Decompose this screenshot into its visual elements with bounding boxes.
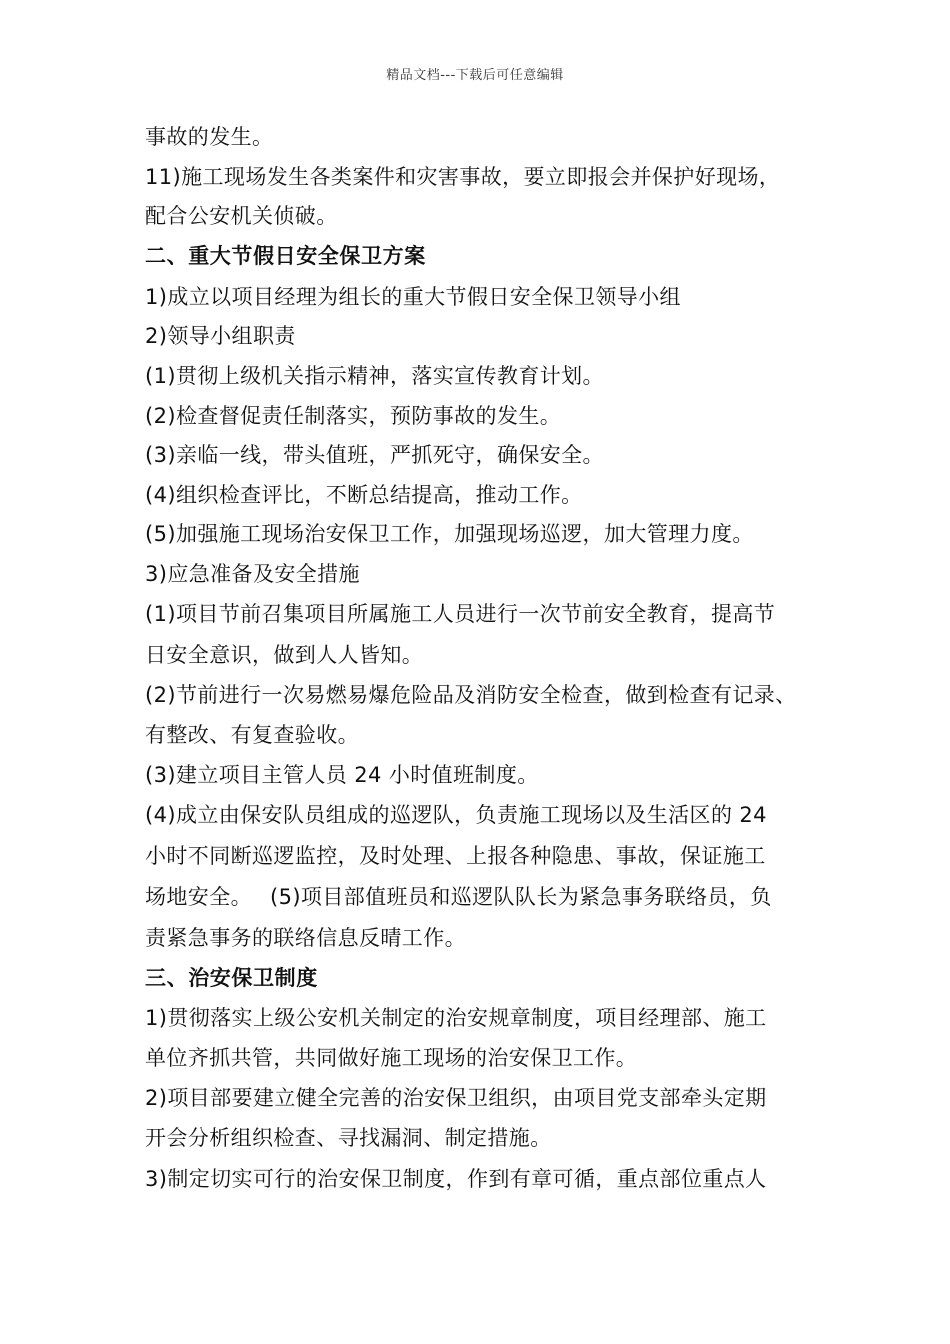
section-heading: 三、治安保卫制度 xyxy=(145,966,318,990)
body-line: (2)节前进行一次易燃易爆危险品及消防安全检查，做到检查有记录、 xyxy=(145,683,797,707)
body-line: 有整改、有复查验收。 xyxy=(145,723,359,747)
body-line: (1)项目节前召集项目所属施工人员进行一次节前安全教育，提高节 xyxy=(145,602,776,626)
body-line: (5)加强施工现场治安保卫工作，加强现场巡逻，加大管理力度。 xyxy=(145,522,754,546)
body-line: (4)组织检查评比，不断总结提高，推动工作。 xyxy=(145,483,583,507)
body-line: (2)检查督促责任制落实，预防事故的发生。 xyxy=(145,404,562,428)
body-line: 3)应急准备及安全措施 xyxy=(145,562,360,586)
section-heading: 二、重大节假日安全保卫方案 xyxy=(145,244,426,268)
body-line: (1)贯彻上级机关指示精神，落实宣传教育计划。 xyxy=(145,364,604,388)
body-line: 2)领导小组职责 xyxy=(145,324,296,348)
body-line: 责紧急事务的联络信息反晴工作。 xyxy=(145,926,466,950)
body-line: 单位齐抓共管，共同做好施工现场的治安保卫工作。 xyxy=(145,1046,638,1070)
body-line: 场地安全。 (5)项目部值班员和巡逻队队长为紧急事务联络员，负 xyxy=(145,885,772,909)
body-line: (3)亲临一线，带头值班，严抓死守，确保安全。 xyxy=(145,443,604,467)
body-line: (4)成立由保安队员组成的巡逻队，负责施工现场以及生活区的 24 xyxy=(145,803,767,827)
body-line: 开会分析组织检查、寻找漏洞、制定措施。 xyxy=(145,1126,552,1150)
body-line: 配合公安机关侦破。 xyxy=(145,204,338,228)
body-line: 1)贯彻落实上级公安机关制定的治安规章制度，项目经理部、施工 xyxy=(145,1006,767,1030)
body-line: 2)项目部要建立健全完善的治安保卫组织，由项目党支部牵头定期 xyxy=(145,1086,767,1110)
body-line: (3)建立项目主管人员 24 小时值班制度。 xyxy=(145,763,539,787)
body-line: 3)制定切实可行的治安保卫制度，作到有章可循，重点部位重点人 xyxy=(145,1167,767,1191)
body-line: 小时不同断巡逻监控，及时处理、上报各种隐患、事故，保证施工 xyxy=(145,844,766,868)
body-line: 1)成立以项目经理为组长的重大节假日安全保卫领导小组 xyxy=(145,285,681,309)
page-header: 精品文档---下载后可任意编辑 xyxy=(386,68,564,83)
body-line: 11)施工现场发生各类案件和灾害事故，要立即报会并保护好现场， xyxy=(145,165,781,189)
body-line: 日安全意识，做到人人皆知。 xyxy=(145,643,424,667)
body-line: 事故的发生。 xyxy=(145,125,274,149)
